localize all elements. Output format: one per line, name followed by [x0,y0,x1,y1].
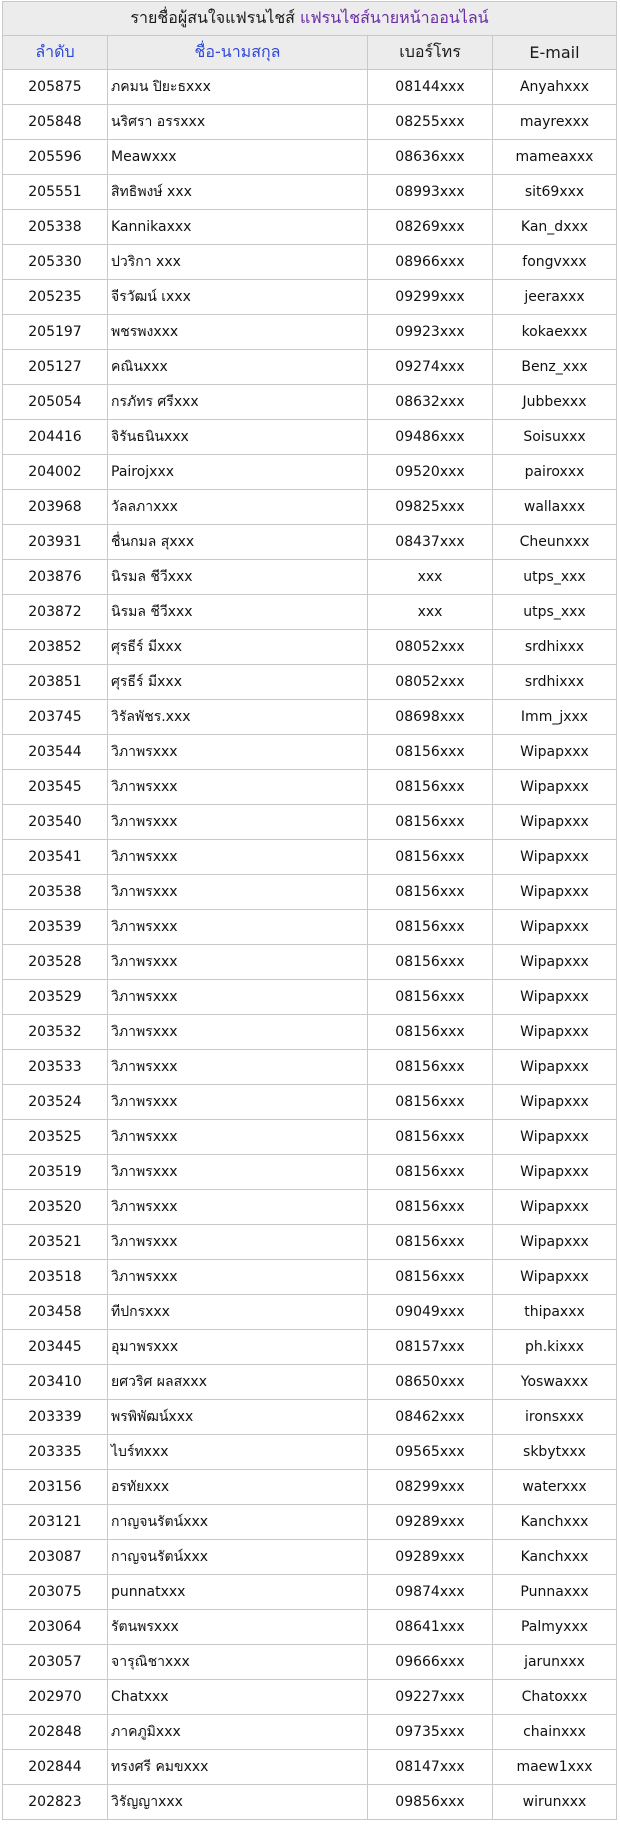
cell-phone: 08156xxx [368,1085,493,1120]
cell-phone: 08156xxx [368,840,493,875]
cell-name: รัตนพรxxx [108,1610,368,1645]
table-row [3,1365,617,1400]
table-row [3,595,617,630]
cell-order: 203541 [3,840,108,875]
cell-name: สิทธิพงษ์ xxx [108,175,368,210]
cell-order: 205127 [3,350,108,385]
cell-order: 205875 [3,70,108,105]
cell-phone: 08462xxx [368,1400,493,1435]
cell-order: 205596 [3,140,108,175]
table-row [3,1050,617,1085]
table-row [3,875,617,910]
cell-email: wirunxxx [493,1785,617,1820]
cell-order: 203528 [3,945,108,980]
cell-name: วิภาพรxxx [108,1050,368,1085]
cell-email: jeeraxxx [493,280,617,315]
cell-phone: 08144xxx [368,70,493,105]
cell-order: 202970 [3,1680,108,1715]
cell-name: วิภาพรxxx [108,1225,368,1260]
cell-order: 203529 [3,980,108,1015]
table-row [3,1225,617,1260]
cell-order: 202848 [3,1715,108,1750]
cell-name: วิภาพรxxx [108,875,368,910]
cell-phone: 08636xxx [368,140,493,175]
cell-phone: 09874xxx [368,1575,493,1610]
cell-name: วิภาพรxxx [108,770,368,805]
cell-order: 203521 [3,1225,108,1260]
cell-name: อรทัยxxx [108,1470,368,1505]
cell-name: นริศรา อรรxxx [108,105,368,140]
cell-phone: xxx [368,560,493,595]
cell-phone: 08437xxx [368,525,493,560]
table-row [3,735,617,770]
cell-email: Wipapxxx [493,1050,617,1085]
cell-phone: 08632xxx [368,385,493,420]
table-row [3,280,617,315]
cell-email: Wipapxxx [493,805,617,840]
table-row [3,525,617,560]
table-row [3,245,617,280]
cell-order: 203445 [3,1330,108,1365]
cell-email: mameaxxx [493,140,617,175]
table-row [3,1645,617,1680]
cell-order: 202823 [3,1785,108,1820]
cell-order: 203121 [3,1505,108,1540]
table-row [3,70,617,105]
table-row [3,910,617,945]
cell-phone: 08299xxx [368,1470,493,1505]
cell-name: ศุรธีร์ มีxxx [108,665,368,700]
cell-email: Anyahxxx [493,70,617,105]
cell-email: Wipapxxx [493,1085,617,1120]
cell-phone: 09486xxx [368,420,493,455]
cell-phone: 08156xxx [368,1260,493,1295]
cell-order: 203968 [3,490,108,525]
cell-phone: 08052xxx [368,630,493,665]
cell-email: Kanchxxx [493,1505,617,1540]
table-row [3,1085,617,1120]
cell-email: Yoswaxxx [493,1365,617,1400]
cell-name: ยศวริศ ผลสxxx [108,1365,368,1400]
cell-phone: 09825xxx [368,490,493,525]
cell-name: จิรันธนินxxx [108,420,368,455]
cell-order: 205338 [3,210,108,245]
cell-phone: 08156xxx [368,1190,493,1225]
table-row [3,1015,617,1050]
cell-name: วัลลภาxxx [108,490,368,525]
cell-name: นิรมล ชีวีxxx [108,560,368,595]
cell-name: คณินxxx [108,350,368,385]
table-row [3,1400,617,1435]
cell-name: ภาคภูมิxxx [108,1715,368,1750]
cell-email: mayrexxx [493,105,617,140]
cell-name: จารุณิชาxxx [108,1645,368,1680]
cell-email: Wipapxxx [493,945,617,980]
cell-name: กาญจนรัตน์xxx [108,1540,368,1575]
cell-order: 205551 [3,175,108,210]
cell-name: วิภาพรxxx [108,1155,368,1190]
column-header-name: ชื่อ-นามสกุล [108,36,368,70]
cell-phone: 09520xxx [368,455,493,490]
table-row [3,1470,617,1505]
cell-phone: 08156xxx [368,1225,493,1260]
cell-email: Wipapxxx [493,840,617,875]
cell-phone: 08156xxx [368,980,493,1015]
cell-phone: 09565xxx [368,1435,493,1470]
table-row [3,210,617,245]
cell-name: พชรพงxxx [108,315,368,350]
table-row [3,980,617,1015]
cell-email: wallaxxx [493,490,617,525]
table-row [3,840,617,875]
cell-name: ปวริกา xxx [108,245,368,280]
cell-order: 203931 [3,525,108,560]
column-header-phone: เบอร์โทร [368,36,493,70]
cell-email: skbytxxx [493,1435,617,1470]
cell-phone: 08966xxx [368,245,493,280]
cell-email: Wipapxxx [493,910,617,945]
cell-email: pairoxxx [493,455,617,490]
cell-order: 203087 [3,1540,108,1575]
cell-phone: 08147xxx [368,1750,493,1785]
cell-name: ศุรธีร์ มีxxx [108,630,368,665]
cell-email: Chatoxxx [493,1680,617,1715]
table-row [3,1750,617,1785]
cell-name: กาญจนรัตน์xxx [108,1505,368,1540]
cell-phone: 09289xxx [368,1540,493,1575]
cell-email: Wipapxxx [493,1190,617,1225]
cell-name: วิภาพรxxx [108,1260,368,1295]
cell-phone: 08156xxx [368,770,493,805]
table-row [3,105,617,140]
cell-email: Benz_xxx [493,350,617,385]
cell-email: fongvxxx [493,245,617,280]
cell-name: จีรวัฒน์ เxxx [108,280,368,315]
cell-order: 203538 [3,875,108,910]
table-row [3,1435,617,1470]
cell-email: Wipapxxx [493,980,617,1015]
cell-order: 203533 [3,1050,108,1085]
cell-phone: 08269xxx [368,210,493,245]
cell-name: วิรัลพัชร.xxx [108,700,368,735]
cell-email: Wipapxxx [493,735,617,770]
table-row [3,490,617,525]
table-row [3,1295,617,1330]
cell-order: 203519 [3,1155,108,1190]
table-row [3,1610,617,1645]
cell-phone: 09923xxx [368,315,493,350]
cell-email: chainxxx [493,1715,617,1750]
cell-name: วิภาพรxxx [108,980,368,1015]
table-row [3,1505,617,1540]
table-row [3,700,617,735]
cell-email: Wipapxxx [493,1155,617,1190]
cell-order: 203458 [3,1295,108,1330]
table-row [3,805,617,840]
cell-email: Kanchxxx [493,1540,617,1575]
cell-name: วิภาพรxxx [108,1015,368,1050]
cell-email: kokaexxx [493,315,617,350]
table-row [3,1190,617,1225]
cell-order: 203339 [3,1400,108,1435]
cell-name: Kannikaxxx [108,210,368,245]
cell-phone: 08157xxx [368,1330,493,1365]
table-row [3,315,617,350]
cell-phone: 08052xxx [368,665,493,700]
cell-phone: 09289xxx [368,1505,493,1540]
cell-email: Wipapxxx [493,1120,617,1155]
table-row [3,1330,617,1365]
table-row [3,1575,617,1610]
cell-order: 203335 [3,1435,108,1470]
cell-email: Punnaxxx [493,1575,617,1610]
cell-phone: 08156xxx [368,735,493,770]
cell-name: กรภัทร ศรีxxx [108,385,368,420]
table-row [3,385,617,420]
cell-phone: 09666xxx [368,1645,493,1680]
cell-name: วิภาพรxxx [108,1085,368,1120]
cell-name: Chatxxx [108,1680,368,1715]
cell-name: punnatxxx [108,1575,368,1610]
cell-order: 203064 [3,1610,108,1645]
column-header-order: ลำดับ [3,36,108,70]
cell-email: ph.kixxx [493,1330,617,1365]
cell-email: Imm_jxxx [493,700,617,735]
cell-order: 203851 [3,665,108,700]
table-row [3,1120,617,1155]
cell-name: วิภาพรxxx [108,1120,368,1155]
cell-order: 203544 [3,735,108,770]
cell-order: 203539 [3,910,108,945]
table-row [3,560,617,595]
cell-order: 203075 [3,1575,108,1610]
cell-order: 203525 [3,1120,108,1155]
cell-email: maew1xxx [493,1750,617,1785]
cell-phone: 08156xxx [368,1155,493,1190]
cell-order: 203545 [3,770,108,805]
cell-name: Meawxxx [108,140,368,175]
table-row [3,420,617,455]
cell-name: วิภาพรxxx [108,840,368,875]
cell-email: Kan_dxxx [493,210,617,245]
cell-order: 205848 [3,105,108,140]
cell-name: ชื่นกมล สุxxx [108,525,368,560]
cell-name: ภคมน ปิยะธxxx [108,70,368,105]
cell-order: 203057 [3,1645,108,1680]
cell-phone: 09856xxx [368,1785,493,1820]
table-row [3,455,617,490]
cell-email: utps_xxx [493,595,617,630]
cell-phone: 08698xxx [368,700,493,735]
cell-name: วิภาพรxxx [108,735,368,770]
cell-phone: 08156xxx [368,945,493,980]
cell-email: waterxxx [493,1470,617,1505]
cell-name: พรพิพัฒน์xxx [108,1400,368,1435]
cell-email: ironsxxx [493,1400,617,1435]
cell-email: utps_xxx [493,560,617,595]
cell-phone: 08993xxx [368,175,493,210]
cell-phone: 08156xxx [368,875,493,910]
table-title-brand: แฟรนไชส์นายหน้าออนไลน์ [300,8,489,27]
cell-email: Palmyxxx [493,1610,617,1645]
cell-name: Pairojxxx [108,455,368,490]
cell-email: srdhixxx [493,630,617,665]
table-body [3,70,617,1820]
leads-table [2,1,617,1820]
cell-order: 203745 [3,700,108,735]
cell-order: 202844 [3,1750,108,1785]
table-row [3,1260,617,1295]
leads-table-container [2,1,616,1820]
cell-email: Soisuxxx [493,420,617,455]
table-row [3,630,617,665]
cell-phone: 09049xxx [368,1295,493,1330]
cell-phone: 09274xxx [368,350,493,385]
table-title-prefix: รายชื่อผู้สนใจแฟรนไชส์ [130,8,301,27]
cell-order: 204002 [3,455,108,490]
cell-email: Jubbexxx [493,385,617,420]
cell-name: อุมาพรxxx [108,1330,368,1365]
cell-order: 203524 [3,1085,108,1120]
table-row [3,945,617,980]
cell-order: 204416 [3,420,108,455]
cell-email: Cheunxxx [493,525,617,560]
cell-phone: 08156xxx [368,805,493,840]
cell-name: นิรมล ชีวีxxx [108,595,368,630]
cell-phone: 09735xxx [368,1715,493,1750]
cell-name: ไบร์ทxxx [108,1435,368,1470]
cell-name: วิภาพรxxx [108,1190,368,1225]
cell-email: sit69xxx [493,175,617,210]
cell-order: 203518 [3,1260,108,1295]
column-header-email: E-mail [493,36,617,70]
cell-phone: 08156xxx [368,1120,493,1155]
table-row [3,175,617,210]
cell-name: ทรงศรี คมขxxx [108,1750,368,1785]
cell-phone: 08255xxx [368,105,493,140]
cell-phone: 09227xxx [368,1680,493,1715]
cell-order: 205054 [3,385,108,420]
cell-name: ทีปกรxxx [108,1295,368,1330]
cell-phone: 08156xxx [368,1015,493,1050]
table-row [3,350,617,385]
table-row [3,1680,617,1715]
cell-email: Wipapxxx [493,1015,617,1050]
cell-order: 203852 [3,630,108,665]
cell-email: thipaxxx [493,1295,617,1330]
cell-email: srdhixxx [493,665,617,700]
cell-phone: 08650xxx [368,1365,493,1400]
table-row [3,1715,617,1750]
table-row [3,665,617,700]
cell-phone: 08641xxx [368,1610,493,1645]
cell-order: 203520 [3,1190,108,1225]
cell-name: วิภาพรxxx [108,910,368,945]
cell-phone: 08156xxx [368,1050,493,1085]
cell-order: 205197 [3,315,108,350]
cell-email: jarunxxx [493,1645,617,1680]
cell-email: Wipapxxx [493,875,617,910]
cell-email: Wipapxxx [493,1260,617,1295]
cell-order: 203872 [3,595,108,630]
cell-order: 203532 [3,1015,108,1050]
cell-order: 203540 [3,805,108,840]
cell-email: Wipapxxx [493,1225,617,1260]
cell-email: Wipapxxx [493,770,617,805]
table-title [3,2,617,36]
cell-phone: 09299xxx [368,280,493,315]
cell-name: วิภาพรxxx [108,945,368,980]
table-row [3,1785,617,1820]
table-row [3,140,617,175]
cell-order: 205235 [3,280,108,315]
cell-name: วิรัญญาxxx [108,1785,368,1820]
cell-order: 203410 [3,1365,108,1400]
table-row [3,1540,617,1575]
cell-phone: 08156xxx [368,910,493,945]
cell-order: 205330 [3,245,108,280]
cell-order: 203156 [3,1470,108,1505]
cell-name: วิภาพรxxx [108,805,368,840]
cell-order: 203876 [3,560,108,595]
cell-phone: xxx [368,595,493,630]
table-row [3,1155,617,1190]
table-row [3,770,617,805]
